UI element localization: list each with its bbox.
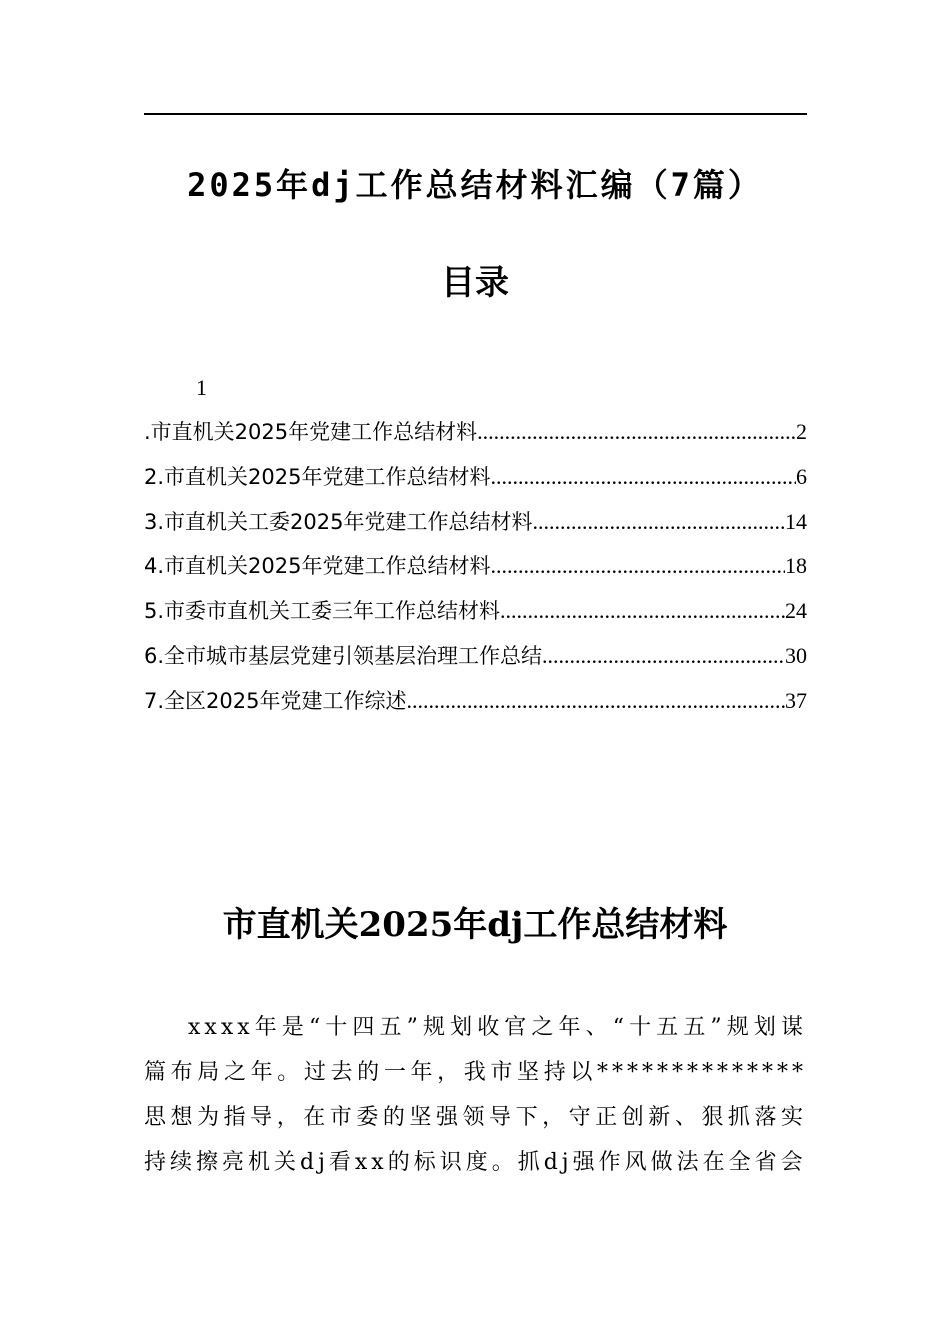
toc-leader-dots (406, 686, 785, 716)
toc-entry-title: 3.市直机关工委2025年党建工作总结材料 (144, 509, 533, 534)
toc-entry[interactable] (144, 462, 807, 507)
toc-entry-page: 18 (785, 553, 807, 579)
toc-leader-dots (477, 417, 796, 447)
toc-entry-page: 6 (796, 463, 807, 489)
toc-leader-dots (532, 507, 785, 537)
toc-leader-dots (490, 551, 785, 581)
toc-entry[interactable] (144, 551, 807, 596)
toc-entry-title: 2.市直机关2025年党建工作总结材料 (144, 464, 491, 489)
toc-entry-title: 5.市委市直机关工委三年工作总结材料 (144, 599, 501, 624)
toc-leader-dots (500, 596, 785, 626)
document-title: 2025年dj工作总结材料汇编（7篇） (187, 166, 763, 204)
toc-entry[interactable] (144, 641, 807, 686)
toc-entry-title: 6.全市城市基层党建引领基层治理工作总结 (144, 643, 543, 668)
toc-entry[interactable] (144, 596, 807, 641)
toc-entry-title: 4.市直机关2025年党建工作总结材料 (144, 554, 491, 579)
toc-entry[interactable] (144, 507, 807, 552)
toc-entry[interactable] (144, 417, 807, 462)
toc-entry[interactable] (144, 686, 807, 731)
toc-entry-page: 2 (796, 419, 807, 444)
toc-entry-title: 7.全区2025年党建工作综述 (144, 688, 407, 713)
toc-entry-page: 30 (785, 642, 807, 668)
toc-entry-title: .市直机关2025年党建工作总结材料 (144, 420, 478, 444)
toc-leader-dots (490, 462, 796, 492)
toc-entry-page: 24 (785, 598, 807, 624)
toc-heading: 目录 (441, 263, 509, 303)
top-divider (144, 113, 807, 115)
toc-entry-page: 14 (785, 508, 807, 534)
table-of-contents (144, 417, 807, 731)
body-paragraph: xxxx年是“十四五”规划收官之年、“十五五”规划谋篇布局之年。过去的一年，我市坚持以**************思想为指导，在市委的坚强领导下，守正创新、狠抓落实持续擦亮机关dj看xx的标识度。抓dj强作风做法在全省会 (144, 1015, 807, 1175)
toc-leader-dots (542, 641, 785, 671)
toc-first-number: 1 (196, 375, 207, 400)
toc-entry-page: 37 (785, 687, 807, 713)
section-title: 市直机关2025年dj工作总结材料 (222, 905, 728, 945)
